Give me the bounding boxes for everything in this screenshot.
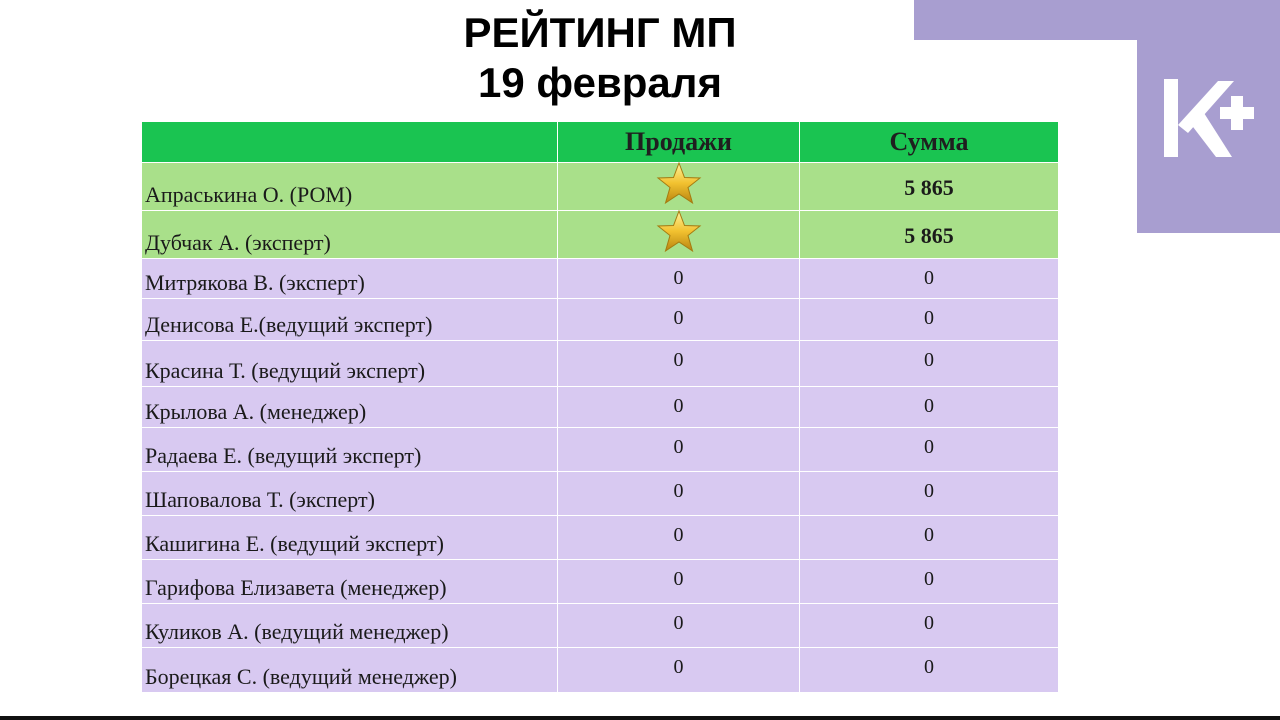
header-name (142, 122, 558, 163)
employee-name: Красина Т. (ведущий эксперт) (142, 341, 558, 387)
sales-value: 0 (558, 428, 800, 472)
table-header-row (142, 122, 1059, 163)
sales-value: 0 (558, 472, 800, 516)
brand-logo-icon (1160, 73, 1256, 163)
sales-value: 0 (558, 259, 800, 299)
page-title (400, 8, 800, 108)
decor-band-top (914, 0, 1280, 40)
employee-name: Крылова А. (менеджер) (142, 387, 558, 428)
employee-name: Гарифова Елизавета (менеджер) (142, 560, 558, 604)
header-sum: Сумма (800, 122, 1059, 163)
sum-value: 0 (800, 428, 1059, 472)
sum-value: 0 (800, 259, 1059, 299)
table-row (142, 341, 1059, 387)
sum-value: 0 (800, 648, 1059, 693)
employee-name: Куликов А. (ведущий менеджер) (142, 604, 558, 648)
table-row (142, 516, 1059, 560)
table-row (142, 428, 1059, 472)
sales-value: 0 (558, 604, 800, 648)
sales-value: 0 (558, 299, 800, 341)
sum-value: 0 (800, 516, 1059, 560)
employee-name: Митрякова В. (эксперт) (142, 259, 558, 299)
sum-value: 0 (800, 299, 1059, 341)
sum-value: 5 865 (800, 211, 1059, 259)
sum-value: 0 (800, 560, 1059, 604)
sales-value: 0 (558, 341, 800, 387)
table-row (142, 211, 1059, 259)
bottom-divider (0, 716, 1280, 720)
sales-value: 0 (558, 648, 800, 693)
sales-value: 0 (558, 560, 800, 604)
sales-value: 0 (558, 516, 800, 560)
table-row (142, 604, 1059, 648)
employee-name: Борецкая С. (ведущий менеджер) (142, 648, 558, 693)
header-sales: Продажи (558, 122, 800, 163)
star-icon (656, 161, 702, 205)
sales-cell (558, 163, 800, 211)
employee-name: Апраськина О. (РОМ) (142, 163, 558, 211)
sum-value: 0 (800, 341, 1059, 387)
employee-name: Кашигина Е. (ведущий эксперт) (142, 516, 558, 560)
sales-cell (558, 211, 800, 259)
sum-value: 0 (800, 472, 1059, 516)
rating-table (141, 121, 1059, 693)
table-row (142, 648, 1059, 693)
employee-name: Радаева Е. (ведущий эксперт) (142, 428, 558, 472)
sum-value: 5 865 (800, 163, 1059, 211)
title-line-2: 19 февраля (478, 59, 722, 106)
table-row (142, 163, 1059, 211)
employee-name: Шаповалова Т. (эксперт) (142, 472, 558, 516)
table-row (142, 387, 1059, 428)
sum-value: 0 (800, 387, 1059, 428)
table-row (142, 560, 1059, 604)
table-row (142, 472, 1059, 516)
title-line-1: РЕЙТИНГ МП (463, 9, 737, 56)
table-row (142, 259, 1059, 299)
star-icon (656, 209, 702, 253)
employee-name: Дубчак А. (эксперт) (142, 211, 558, 259)
employee-name: Денисова Е.(ведущий эксперт) (142, 299, 558, 341)
sales-value: 0 (558, 387, 800, 428)
table-row (142, 299, 1059, 341)
sum-value: 0 (800, 604, 1059, 648)
